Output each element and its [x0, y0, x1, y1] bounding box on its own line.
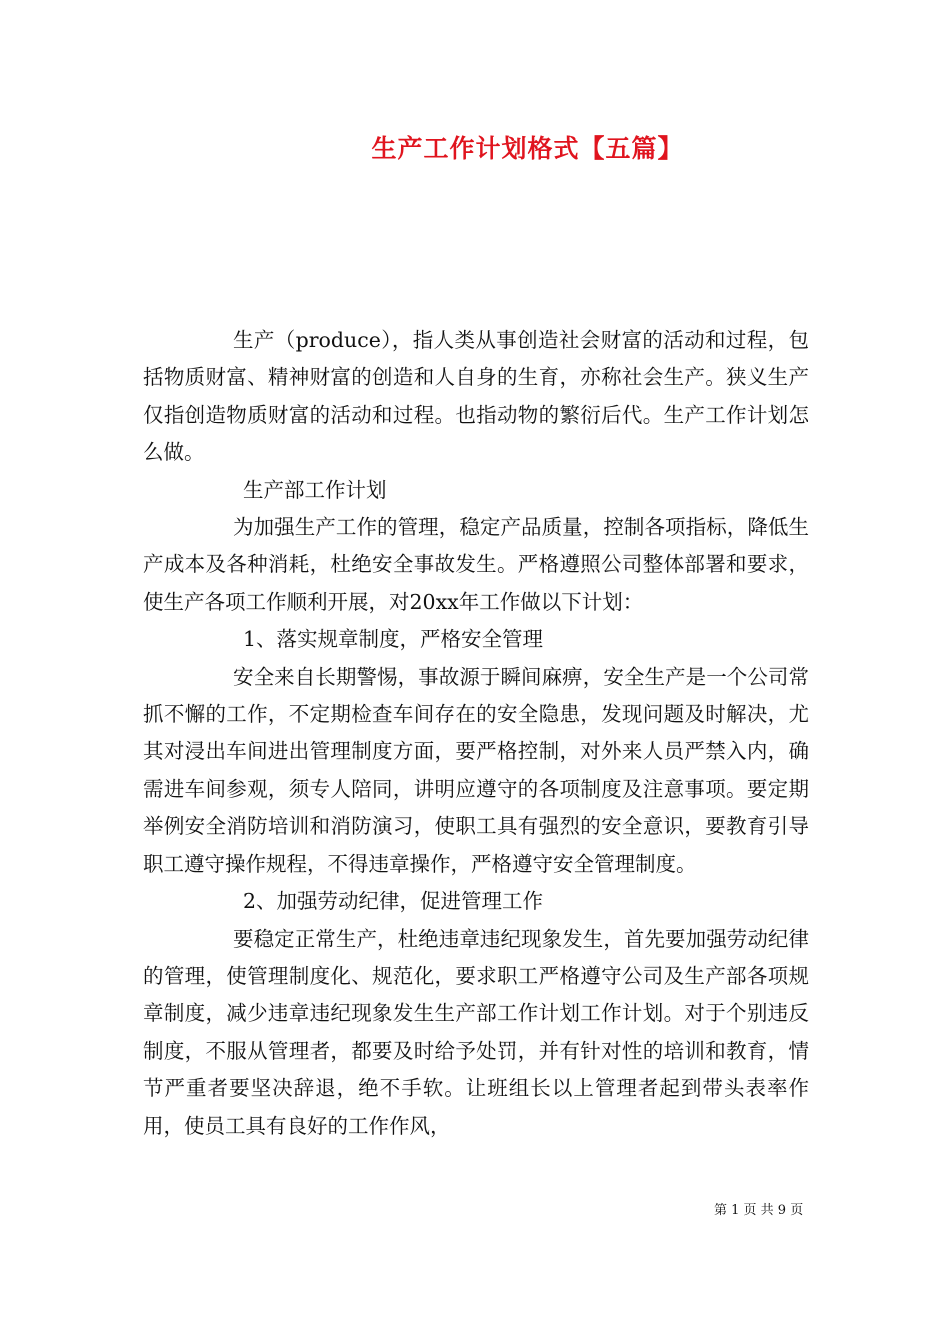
- plan-intro-paragraph: 为加强生产工作的管理，稳定产品质量，控制各项指标，降低生产成本及各种消耗，杜绝安全事故发生。严格遵照公司整体部署和要求，使生产各项工作顺利开展，对20xx年工作做以下计划：: [143, 515, 809, 614]
- discipline-paragraph: 要稳定正常生产，杜绝违章违纪现象发生，首先要加强劳动纪律的管理，使管理制度化、规范化，要求职工严格遵守公司及生产部各项规章制度，减少违章违纪现象发生生产部工作计划工作计划。对于个别违反制度，不服从管理者，都要及时给予处罚，并有针对性的培训和教育，情节严重者要坚决辞退，绝不手软。让班组长以上管理者起到带头表率作用，使员工具有良好的工作作风，: [143, 926, 809, 1138]
- subheading-discipline: 2、加强劳动纪律，促进管理工作: [243, 889, 544, 914]
- page-number-footer: 第 1 页 共 9 页: [714, 1203, 804, 1218]
- document-body: [143, 322, 809, 1145]
- section-heading: 生产部工作计划: [243, 477, 387, 502]
- document-title: 生产工作计划格式【五篇】: [371, 134, 684, 163]
- safety-paragraph: 安全来自长期警惕，事故源于瞬间麻痹，安全生产是一个公司常抓不懈的工作，不定期检查车间存在的安全隐患，发现问题及时解决，尤其对浸出车间进出管理制度方面，要严格控制，对外来人员严禁入内，确需进车间参观，须专人陪同，讲明应遵守的各项制度及注意事项。要定期举例安全消防培训和消防演习，使职工具有强烈的安全意识，要教育引导职工遵守操作规程，不得违章操作，严格遵守安全管理制度。: [143, 664, 809, 876]
- intro-paragraph: 生产（produce），指人类从事创造社会财富的活动和过程，包括物质财富、精神财富的创造和人自身的生育，亦称社会生产。狭义生产仅指创造物质财富的活动和过程。也指动物的繁衍后代。生产工作计划怎么做。: [143, 328, 809, 465]
- subheading-safety: 1、落实规章制度，严格安全管理: [243, 627, 544, 652]
